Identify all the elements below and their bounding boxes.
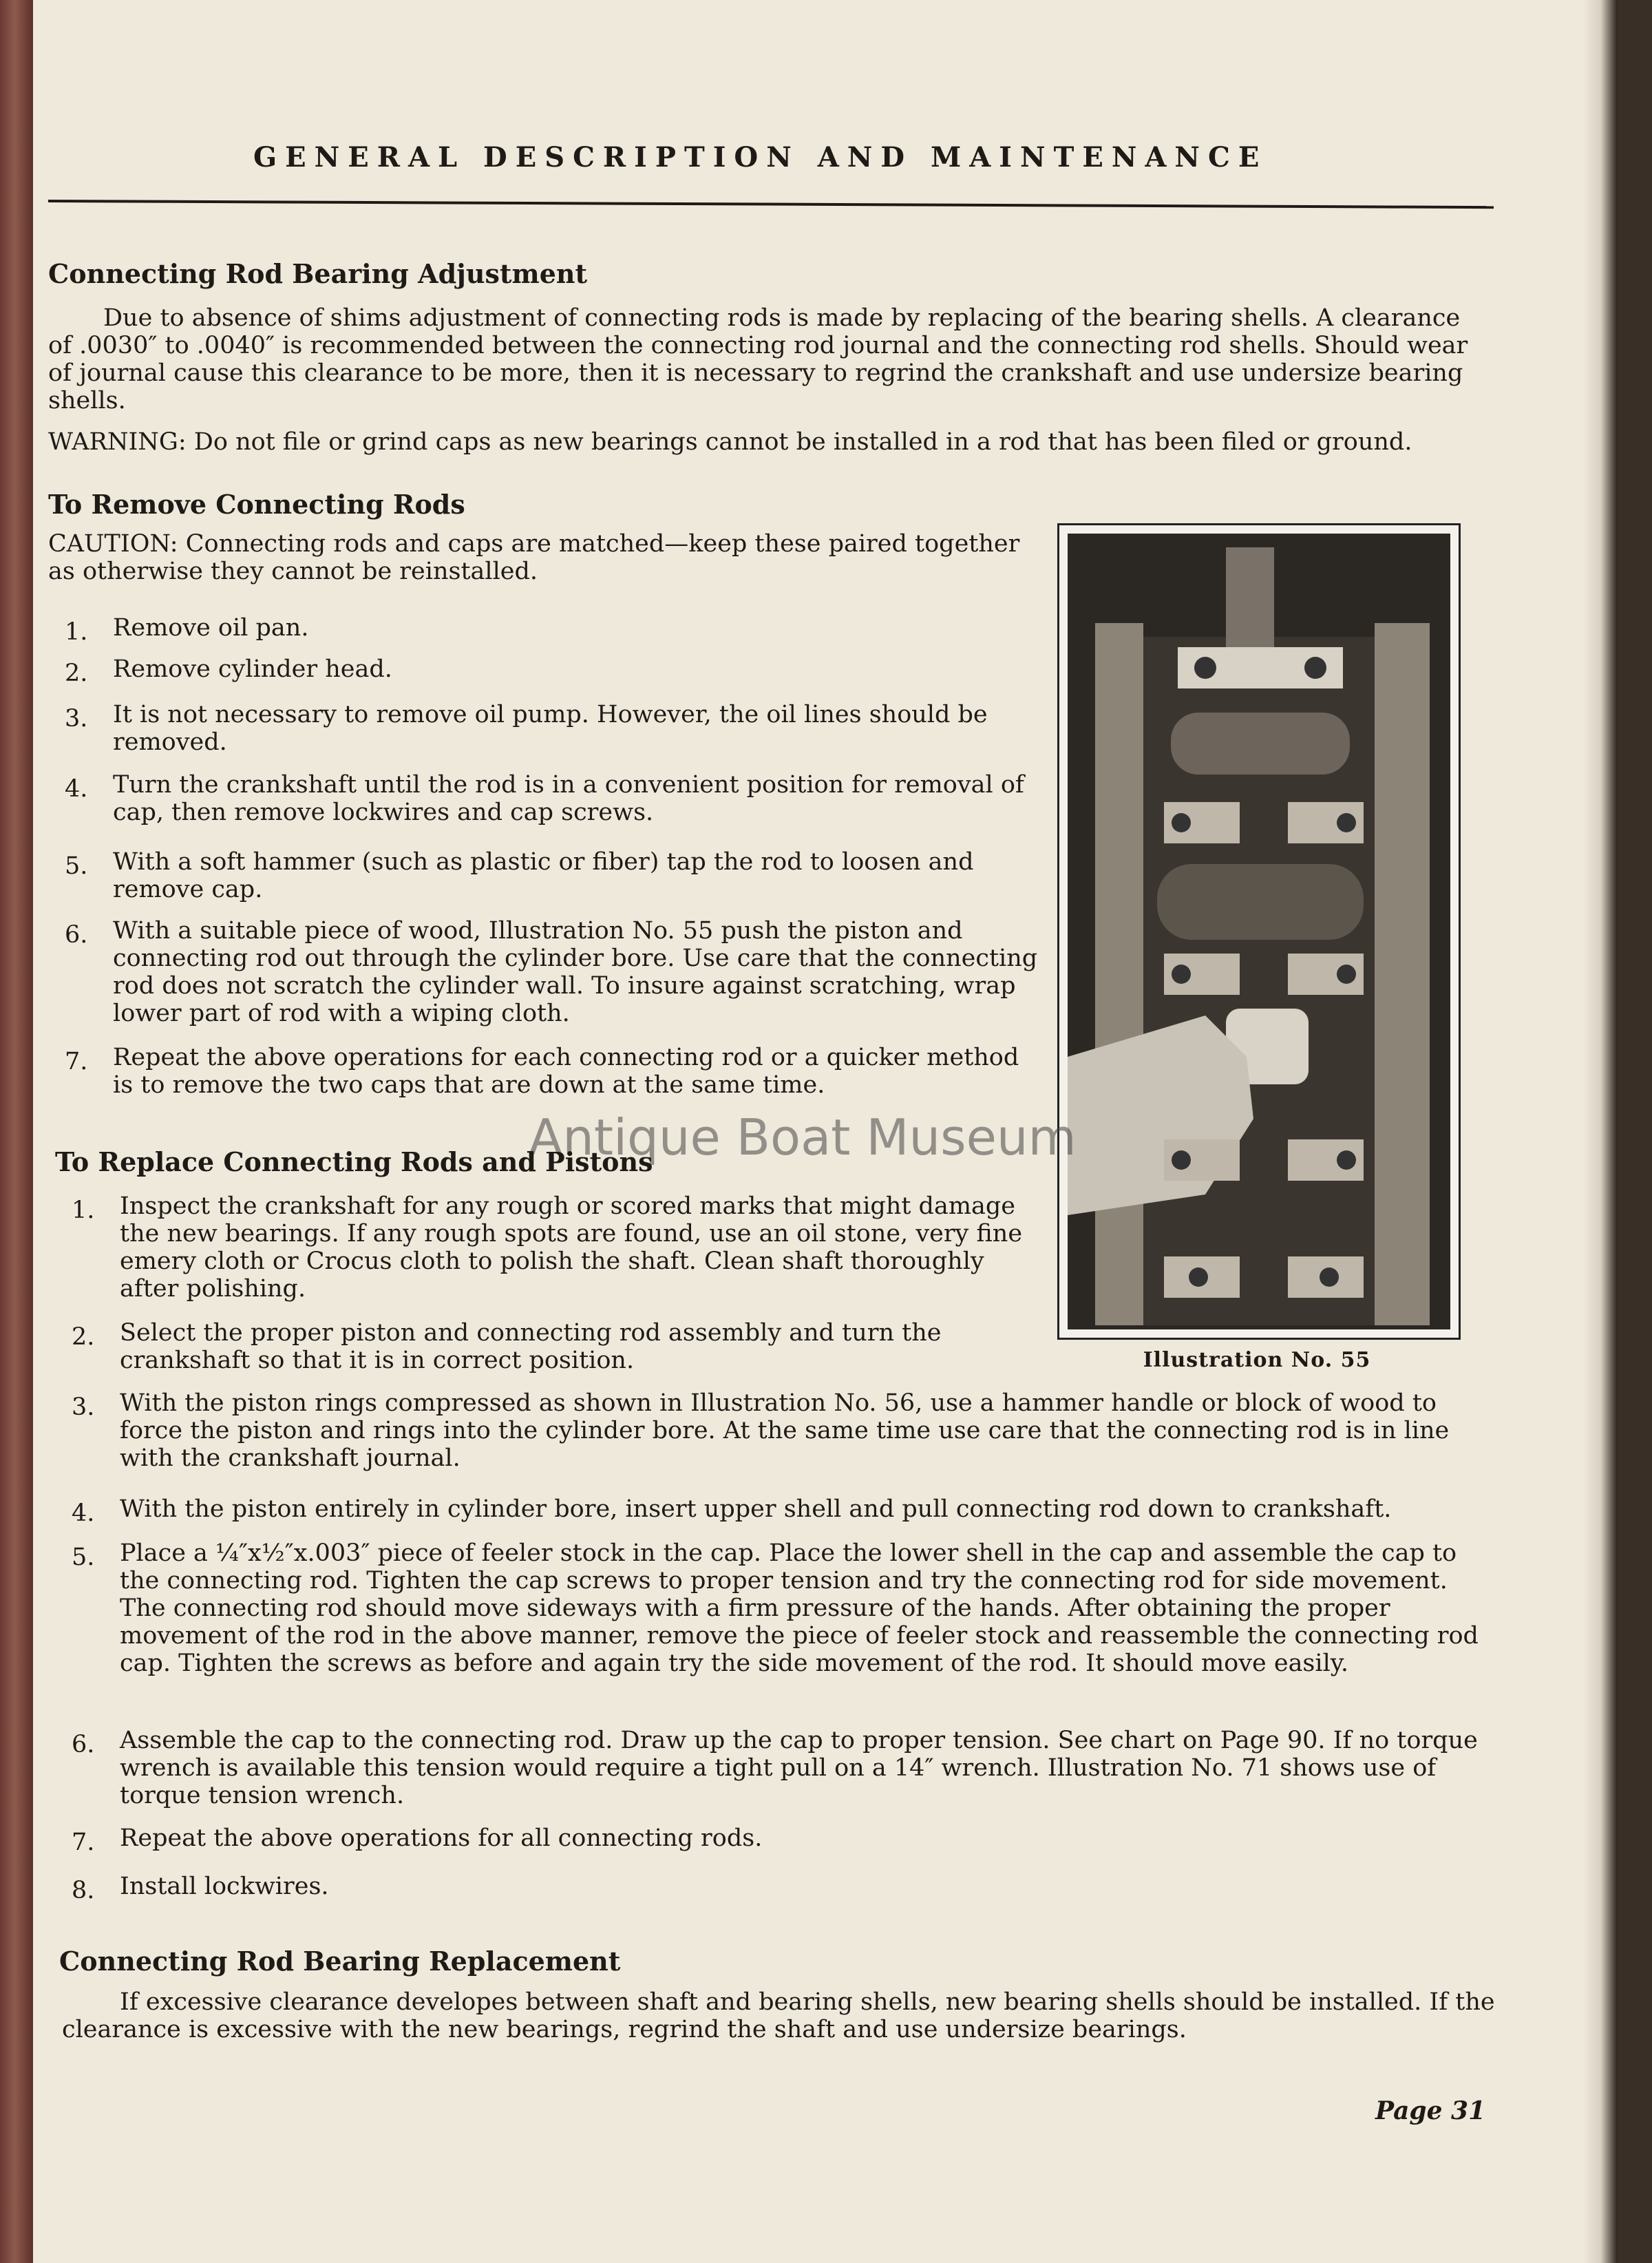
list-item: 3. With the piston rings compressed as shown in Illustration No. 56, use a hammer handle or block of wood to force the piston and rings into the cylinder bore. At the same time use care that the connecting rod is in line with the crankshaft journal. bbox=[72, 1389, 1450, 1472]
page-edge bbox=[1583, 0, 1618, 2263]
list-item: 2. Select the proper piston and connecting rod assembly and turn the crankshaft so that it is in correct position. bbox=[72, 1319, 942, 1374]
running-head: GENERAL DESCRIPTION AND MAINTENANCE bbox=[253, 141, 1268, 173]
page-number: Page 31 bbox=[1375, 2096, 1486, 2125]
list-item: 7. Repeat the above operations for each connecting rod or a quicker method is to remove the two caps that are down at the same time. bbox=[65, 1044, 1019, 1099]
list-item: 7. Repeat the above operations for all connecting rods. bbox=[72, 1824, 763, 1856]
list-item: 2. Remove cylinder head. bbox=[65, 655, 392, 687]
watermark: Antique Boat Museum bbox=[529, 1108, 1077, 1166]
heading-replace-rods: To Replace Connecting Rods and Pistons bbox=[55, 1146, 653, 1177]
paragraph-bearing-replacement: If excessive clearance developes between shaft and bearing shells, new bearing shells should be installed. If the clearance is excessive with the new bearings, regrind the shaft and use undersize bearings. bbox=[62, 1988, 1495, 2043]
list-item: 5. With a soft hammer (such as plastic or fiber) tap the rod to loosen and remove cap. bbox=[65, 848, 974, 903]
list-item: 8. Install lockwires. bbox=[72, 1873, 329, 1904]
figure-caption: Illustration No. 55 bbox=[1143, 1348, 1371, 1372]
list-item: 1. Remove oil pan. bbox=[65, 614, 309, 646]
heading-remove-rods: To Remove Connecting Rods bbox=[48, 489, 465, 520]
illustration-55 bbox=[1057, 523, 1461, 1340]
paragraph-bearing-adjustment: Due to absence of shims adjustment of connecting rods is made by replacing of the bearing shells. A clearance of .0030″ to .0040″ is recommended between the connecting rod journal and the connecting rod shells. Should wear of journal cause this clearance to be more, then it is necessary to regrind the crankshaft and use undersize bearing shells. bbox=[48, 304, 1468, 414]
book-spine bbox=[0, 0, 33, 2263]
list-item: 6. Assemble the cap to the connecting rod. Draw up the cap to proper tension. See chart on Page 90. If no torque wrench is available this tension would require a tight pull on a 14″ wrench. Illustration No. 71 shows use of torque tension wrench. bbox=[72, 1727, 1478, 1809]
manual-page bbox=[33, 0, 1618, 2263]
heading-bearing-replacement: Connecting Rod Bearing Replacement bbox=[59, 1946, 621, 1977]
header-rule bbox=[48, 200, 1494, 209]
warning-text: WARNING: Do not file or grind caps as new bearings cannot be installed in a rod that has been filed or ground. bbox=[48, 428, 1412, 456]
list-item: 3. It is not necessary to remove oil pump. However, the oil lines should be removed. bbox=[65, 701, 988, 756]
list-item: 4. Turn the crankshaft until the rod is in a convenient position for removal of cap, then remove lockwires and cap screws. bbox=[65, 771, 1024, 826]
list-item: 6. With a suitable piece of wood, Illustration No. 55 push the piston and connecting rod out through the cylinder bore. Use care that the connecting rod does not scratch the cylinder wall. To insure against scratching, wrap lower part of rod with a wiping cloth. bbox=[65, 917, 1038, 1027]
list-item: 4. With the piston entirely in cylinder bore, insert upper shell and pull connecting rod down to crankshaft. bbox=[72, 1495, 1392, 1527]
list-item: 1. Inspect the crankshaft for any rough or scored marks that might damage the new bearings. If any rough spots are found, use an oil stone, very fine emery cloth or Crocus cloth to polish the shaft. Clean shaft thoroughly after polishing. bbox=[72, 1192, 1023, 1303]
caution-text: CAUTION: Connecting rods and caps are matched—keep these paired together as otherwise they cannot be reinstalled. bbox=[48, 530, 1020, 585]
list-item: 5. Place a ¼″x½″x.003″ piece of feeler stock in the cap. Place the lower shell in the cap and assemble the cap to the connecting rod. Tighten the cap screws to proper tension and try the connecting rod for side movement. The connecting rod should move sideways with a firm pressure of the hands. After obtaining the proper movement of the rod in the above manner, remove the piece of feeler stock and reassemble the connecting rod cap. Tighten the screws as before and again try the side movement of the rod. It should move easily. bbox=[72, 1539, 1479, 1677]
engine-block-photo bbox=[1068, 534, 1450, 1329]
heading-bearing-adjustment: Connecting Rod Bearing Adjustment bbox=[48, 258, 588, 289]
